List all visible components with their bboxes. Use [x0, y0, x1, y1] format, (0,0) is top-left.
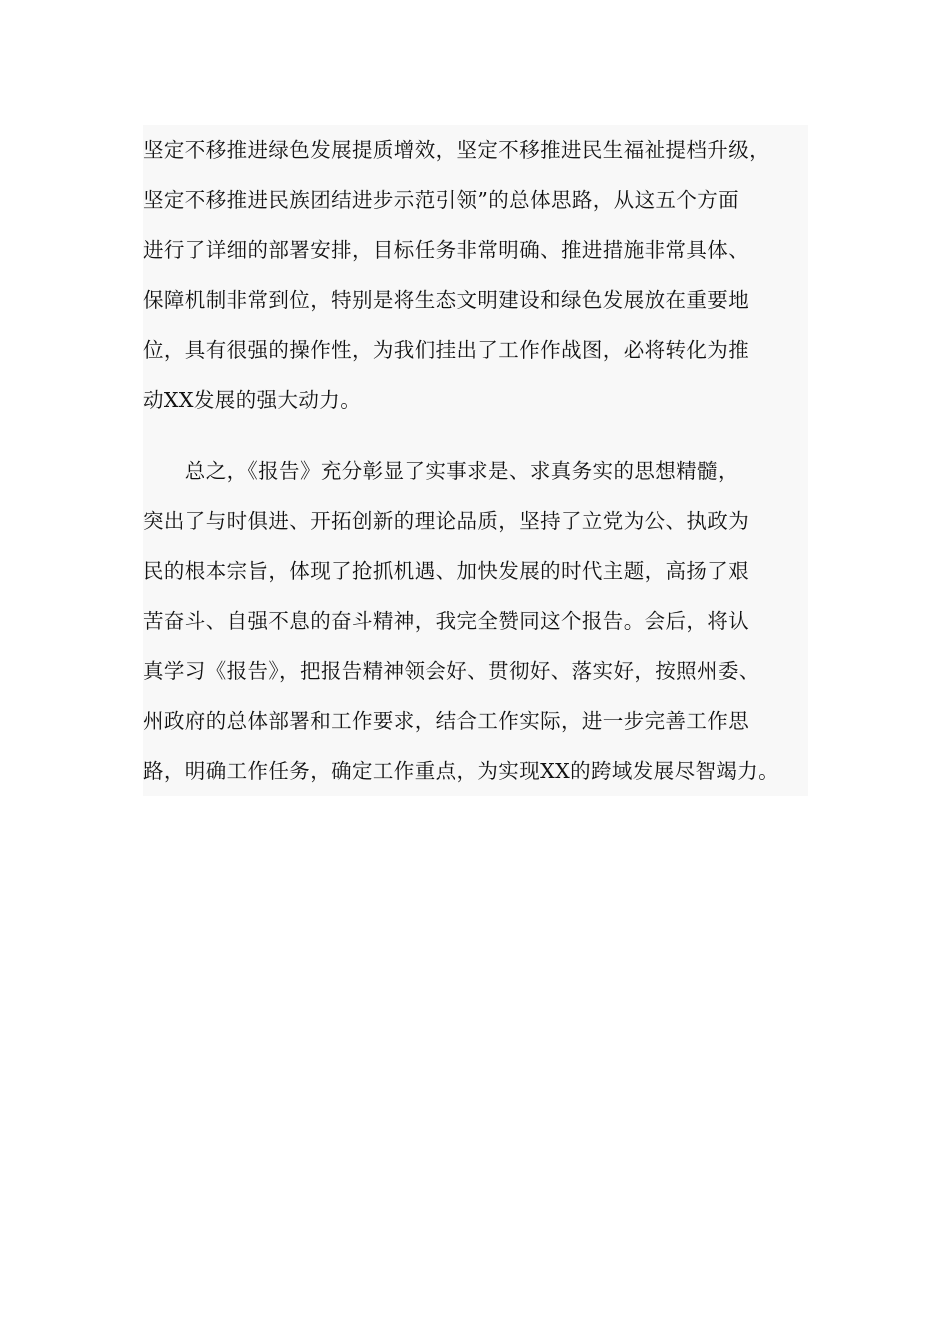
text-line: 坚定不移推进绿色发展提质增效，坚定不移推进民生福祉提档升级，	[143, 138, 770, 162]
text-line: 动XX发展的强大动力。	[143, 388, 362, 412]
text-line: 苦奋斗、自强不息的奋斗精神，我完全赞同这个报告。会后，将认	[143, 609, 750, 633]
text-line: 进行了详细的部署安排，目标任务非常明确、推进措施非常具体、	[143, 238, 750, 262]
text-line: 路，明确工作任务，确定工作重点，为实现XX的跨域发展尽智竭力。	[143, 759, 780, 783]
text-line: 位，具有很强的操作性，为我们挂出了工作作战图，必将转化为推	[143, 338, 750, 362]
text-line: 保障机制非常到位，特别是将生态文明建设和绿色发展放在重要地	[143, 288, 750, 312]
text-line: 突出了与时俱进、开拓创新的理论品质，坚持了立党为公、执政为	[143, 509, 750, 533]
text-line: 民的根本宗旨，体现了抢抓机遇、加快发展的时代主题，高扬了艰	[143, 559, 750, 583]
text-line: 州政府的总体部署和工作要求，结合工作实际，进一步完善工作思	[143, 709, 750, 733]
body-text	[143, 125, 808, 796]
text-line: 真学习《报告》，把报告精神领会好、贯彻好、落实好，按照州委、	[143, 659, 760, 683]
text-line: 总之，《报告》充分彰显了实事求是、求真务实的思想精髓，	[143, 459, 739, 483]
text-line: 坚定不移推进民族团结进步示范引领”的总体思路，从这五个方面	[143, 188, 740, 212]
paragraph-2	[143, 446, 808, 796]
paragraph-spacer	[143, 425, 808, 446]
paragraph-1	[143, 125, 808, 425]
